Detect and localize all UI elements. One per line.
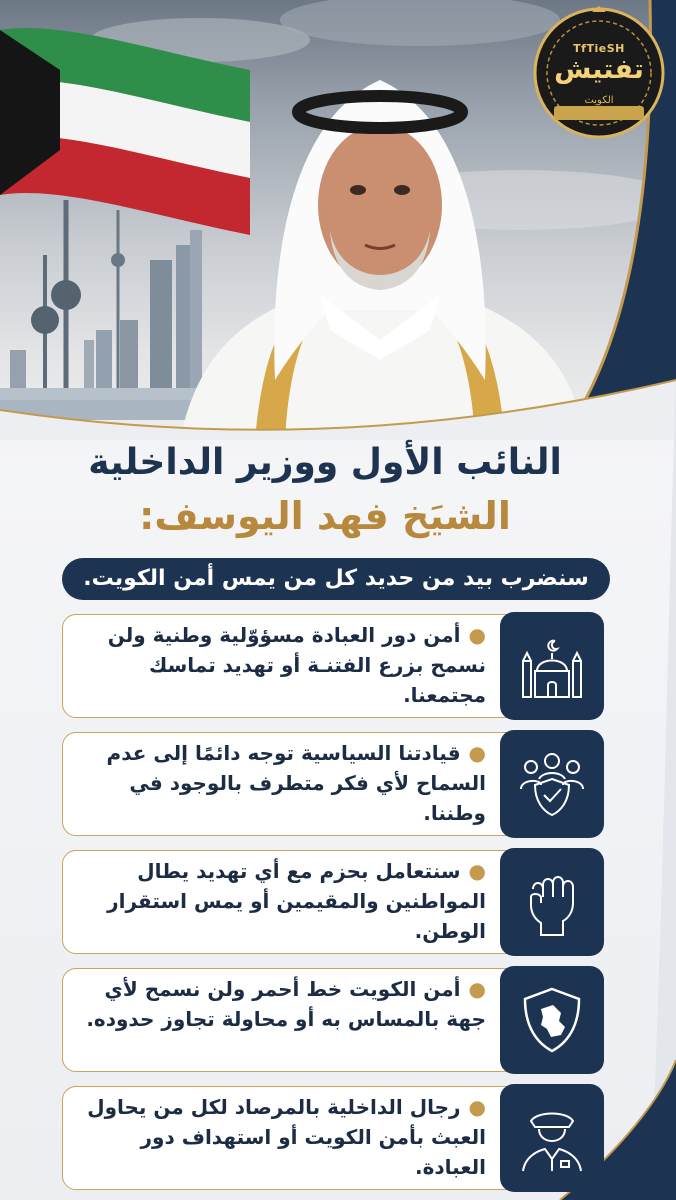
title-line-2: الشيَخ فهد اليوسف: [139,494,511,538]
card-icon-tile [500,612,604,720]
people-shield-icon [517,749,587,819]
hero-image [0,0,676,440]
card-text [86,738,486,828]
logo-arabic-text: تفتيش [554,54,644,85]
card-text-content: قيادتنا السياسية توجه دائمًا إلى عدم السماح لأي فكر متطرف بالوجود في وطننا. [106,741,486,825]
card-text [86,974,486,1034]
quote-banner: سنضرب بيد من حديد كل من يمس أمن الكويت. [62,558,610,600]
card-text-content: سنتعامل بحزم مع أي تهديد يطال المواطنين والمقيمين أو يمس استقرار الوطن. [107,859,486,943]
mosque-icon [517,631,587,701]
card-icon-tile [500,730,604,838]
statement-card-5 [62,1084,604,1192]
card-icon-tile [500,966,604,1074]
logo-subtitle: الكويت [584,95,614,106]
bullet-icon: ● [468,741,486,765]
logo-latin-text: TfTieSH [573,42,625,55]
card-text [86,856,486,946]
card-text-content: رجال الداخلية بالمرصاد لكل من يحاول العبث بأمن الكويت أو استهداف دور العبادة. [87,1095,486,1179]
statement-card-1 [62,612,604,720]
shield-map-icon [517,985,587,1055]
card-text-content: أمن دور العبادة مسؤوّلية وطنية ولن نسمح بزرع الفتنـة أو تهديد تماسك مجتمعنا. [107,623,486,707]
title-line-1: النائب الأول ووزير الداخلية [88,442,562,483]
statement-card-4 [62,966,604,1074]
bullet-icon: ● [468,977,486,1001]
card-text [86,620,486,710]
card-text-content: أمن الكويت خط أحمر ولن نسمح لأي جهة بالمساس به أو محاولة تجاوز حدوده. [86,977,486,1031]
card-icon-tile [500,848,604,956]
card-icon-tile [500,1084,604,1192]
fist-icon [517,867,587,937]
bullet-icon: ● [468,1095,486,1119]
statement-card-2 [62,730,604,838]
statement-card-3 [62,848,604,956]
tafteesh-logo [532,6,666,140]
bullet-icon: ● [468,859,486,883]
card-text [86,1092,486,1182]
bullet-icon: ● [468,623,486,647]
police-officer-icon [517,1103,587,1173]
